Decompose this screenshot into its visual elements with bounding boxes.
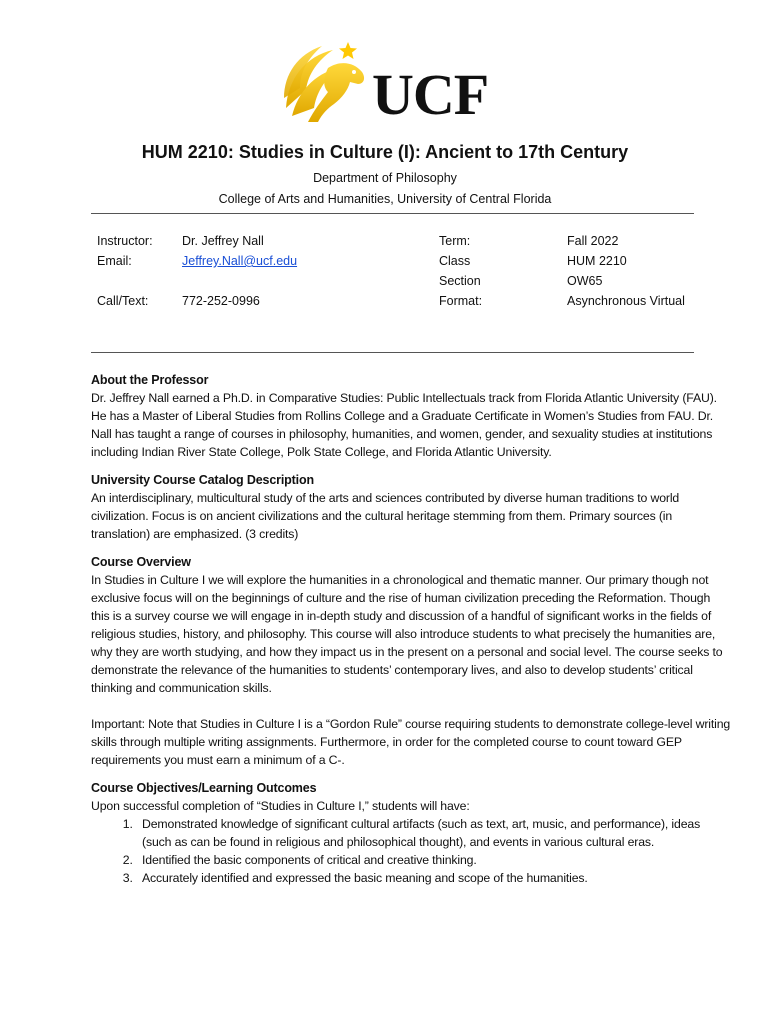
email-label: Email: — [97, 254, 132, 268]
college-line: College of Arts and Humanities, University of Central Florida — [218, 192, 552, 206]
instructor-label: Instructor: — [97, 234, 153, 248]
syllabus-content — [91, 371, 731, 897]
objectives-intro: Upon successful completion of “Studies in Culture I,” students will have: — [91, 799, 470, 813]
about-heading: About the Professor — [91, 373, 209, 387]
catalog-text: An interdisciplinary, multicultural study of the arts and sciences contributed by diverse human traditions to world civilization. Focus is on ancient civilizations and the cultural heritage stemming from them. Primary sources (in translation) are emphasized. (3 credits) — [91, 491, 680, 541]
overview-text: In Studies in Culture I we will explore the humanities in a chronological and thematic manner. Our primary though not exclusive focus will on the beginnings of culture and the rise of human civilization preceding the Reformation. Though this is a survey course we will engage in in-depth study and discussion of a handful of significant works in the fields of religious studies, history, and philosophy. This course will also introduce students to what precisely the humanities are, why they are worth studying, and how they impact us in the present on a personal and social level. The course seeks to demonstrate the relevance of the humanities to students’ contemporary lives, and also to develop students’ critical thinking and communication skills. — [91, 573, 723, 695]
instructor-value: Dr. Jeffrey Nall — [182, 234, 264, 248]
calltext-label: Call/Text: — [97, 294, 149, 308]
email-link[interactable]: Jeffrey.Nall@ucf.edu — [182, 254, 298, 268]
format-value: Asynchronous Virtual — [567, 294, 685, 308]
objective-item: 3. Accurately identified and expressed the basic meaning and scope of the humanities. — [136, 869, 731, 887]
info-values-right — [567, 231, 685, 311]
format-label: Format: — [439, 294, 483, 308]
about-section — [91, 371, 731, 461]
section-label: Section — [439, 274, 481, 288]
section-value: OW65 — [567, 274, 603, 288]
catalog-heading: University Course Catalog Description — [91, 473, 314, 487]
objectives-heading: Course Objectives/Learning Outcomes — [91, 781, 317, 795]
objectives-list — [91, 815, 731, 887]
top-divider — [91, 213, 694, 214]
bottom-divider — [91, 352, 694, 353]
class-value: HUM 2210 — [567, 254, 627, 268]
catalog-section — [91, 471, 731, 543]
calltext-value: 772-252-0996 — [182, 294, 260, 308]
info-labels-left — [97, 231, 153, 311]
about-text: Dr. Jeffrey Nall earned a Ph.D. in Comparative Studies: Public Intellectuals track from Florida Atlantic University (FAU). He has a Master of Liberal Studies from Rollins College and a Graduate Certificate in Women’s Studies from FAU. Dr. Nall has taught a range of courses in philosophy, humanities, and women, gender, and sexuality studies at institutions including Indian River State College, Polk State College, and Florida Atlantic University. — [91, 391, 717, 459]
objectives-section — [91, 779, 731, 887]
info-labels-right — [439, 231, 482, 311]
ucf-wordmark: UCF — [372, 62, 489, 127]
course-title: HUM 2210: Studies in Culture (I): Ancient to 17th Century — [141, 142, 629, 162]
overview-heading: Course Overview — [91, 555, 191, 569]
info-values-left — [182, 231, 297, 311]
department-line: Department of Philosophy — [313, 171, 457, 185]
class-label: Class — [439, 254, 471, 268]
objective-item: 1. Demonstrated knowledge of significant cultural artifacts (such as text, art, music, and performance), ideas (such as can be found in religious and philosophical thought), and events in various cultural eras. — [136, 815, 731, 851]
term-label: Term: — [439, 234, 471, 248]
ucf-logo — [278, 38, 518, 128]
term-value: Fall 2022 — [567, 234, 619, 248]
pegasus-icon — [278, 38, 378, 128]
important-text: Important: Note that Studies in Culture I is a “Gordon Rule” course requiring students to demonstrate college-level writing skills through multiple writing assignments. Furthermore, in order for the completed course to count toward GEP requirements you must earn a minimum of a C-. — [91, 717, 731, 767]
objective-item: 2. Identified the basic components of critical and creative thinking. — [136, 851, 731, 869]
overview-section — [91, 553, 731, 769]
